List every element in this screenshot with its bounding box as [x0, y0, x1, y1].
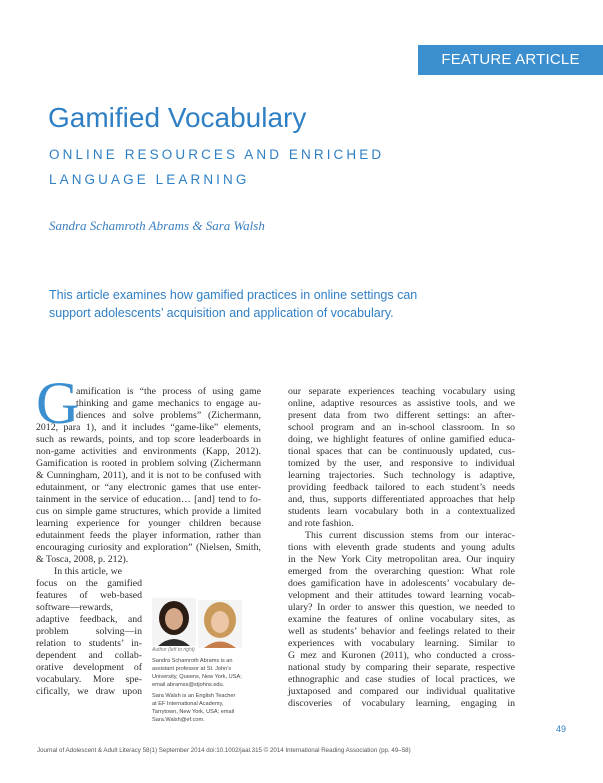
body-line: providing feedback tailored to each student’s needs: [288, 482, 515, 493]
body-line: adaptive feedback, and: [36, 614, 142, 625]
author-bio-line: email abramss@stjohns.edu.: [152, 682, 225, 688]
body-line: non-game activities and environments (Kapp, 2012).: [36, 446, 261, 457]
body-line: does gamification have in adolescents’ vocabulary de-: [288, 578, 515, 589]
body-line: learning trajectories. Such technology is adaptive,: [288, 470, 515, 481]
body-line: tions with eleventh grade students and young adults: [288, 542, 515, 553]
body-line: Gamification is rooted in problem solving (Zichermann: [36, 458, 261, 469]
body-line: in the New York City metropolitan area. Our inquiry: [288, 554, 515, 565]
authors-byline: Sandra Schamroth Abrams & Sara Walsh: [49, 218, 265, 233]
body-line: well as students’ behavior and feelings related to their: [288, 626, 515, 637]
body-line: learning experience for younger children because: [36, 518, 261, 529]
body-line: tainment in the service of education… [and] tend to fo-: [36, 494, 261, 505]
body-line: online, adaptive resources as assistive tools, and we: [288, 398, 515, 409]
body-line: discoveries of vocabulary learning, engaging in: [288, 698, 515, 709]
body-line: experiences with vocabulary learning. Similar to: [288, 638, 515, 649]
page-number: 49: [556, 724, 567, 734]
body-line: school program and an in-school classroom. In so: [288, 422, 515, 433]
author-bio-line: Sandra Schamroth Abrams is an: [152, 658, 233, 664]
body-line: and rote fashion.: [288, 518, 354, 529]
body-line: national study by comparing their separate, respective: [288, 662, 515, 673]
author-bio-line: Sara Walsh is an English Teacher: [152, 693, 236, 699]
journal-footer-citation: Journal of Adolescent & Adult Literacy 58(1) September 2014 doi:10.1002/jaal.315 © 2014 International Reading Association (pp. 49–58): [37, 747, 411, 754]
body-line: thinking and game mechanics to engage au-: [76, 398, 261, 409]
body-line: 2012, para 1), and it includes “game-like” elements,: [36, 422, 261, 433]
body-line: ethnographic and case studies of local practices, we: [288, 674, 515, 685]
body-line: amification is “the process of using game: [76, 386, 261, 397]
section-badge: FEATURE ARTICLE: [418, 45, 603, 75]
body-line: diences and solve problems” (Zichermann,: [76, 410, 261, 421]
body-line: In this article, we: [54, 566, 123, 577]
author-photo-abrams: [152, 598, 196, 646]
body-line: present data from two different settings: an after-: [288, 410, 515, 421]
drop-cap: G: [36, 370, 80, 436]
body-line: G mez and Kuronen (2011), who conducted a cross-: [288, 650, 515, 661]
author-bio-line: Tarrytown, New York, USA; email: [152, 709, 235, 715]
article-title: Gamified Vocabulary: [48, 102, 307, 133]
author-bio-line: assistant professor at St. John’s: [152, 666, 232, 672]
body-line: tomized by the user, and responsive to individual: [288, 458, 515, 469]
body-line: relation to students’ in-: [36, 638, 142, 649]
body-line: problem solving—in: [36, 626, 142, 637]
body-line: our separate experiences teaching vocabulary using: [288, 386, 515, 397]
body-line: emerged from the overarching question: What role: [288, 566, 515, 577]
body-line: orative development of: [36, 662, 142, 673]
body-line: such as rewards, points, and top score leaderboards in: [36, 434, 261, 445]
body-line: encouraging curiosity and exploration” (Nielsen, Smith,: [36, 542, 261, 553]
abstract-line-1: This article examines how gamified practices in online settings can: [49, 288, 418, 302]
body-line: vocabulary. More spe-: [36, 674, 142, 685]
photo-caption: Author (left to right): [152, 647, 195, 653]
body-line: tional spaces that can be continuously updated, cus-: [288, 446, 515, 457]
body-line: cus on simple game structures, which provide a limited: [36, 506, 261, 517]
body-line: and, thus, supports differentiated approaches that help: [288, 494, 515, 505]
author-bio-line: at EF International Academy,: [152, 701, 224, 707]
body-line: velopment and their attitudes toward learning vocab-: [288, 590, 515, 601]
body-line: & Cunningham, 2011), and it is not to be confused with: [36, 470, 261, 481]
body-line: dependent and collab-: [36, 650, 142, 661]
abstract-line-2: support adolescents’ acquisition and application of vocabulary.: [49, 306, 394, 320]
author-bio-line: University, Queens, New York, USA;: [152, 674, 242, 680]
body-line: & Tosca, 2008, p. 212).: [36, 554, 129, 565]
article-subtitle-line-2: LANGUAGE LEARNING: [49, 172, 250, 187]
body-line: examine the features of online vocabulary sites, as: [288, 614, 515, 625]
article-subtitle-line-1: ONLINE RESOURCES AND ENRICHED: [49, 147, 385, 162]
body-line: students learn vocabulary both in a contextualized: [288, 506, 515, 517]
body-line: software—rewards,: [36, 602, 113, 613]
body-line: This current discussion stems from our interac-: [305, 530, 515, 541]
body-line: edutainment, or “any electronic games that use enter-: [36, 482, 261, 493]
body-line: focus on the gamified: [36, 578, 142, 589]
body-line: edutainment feeds the player information, rather than: [36, 530, 261, 541]
body-line: features of web-based: [36, 590, 142, 601]
author-bio-line: Sara.Walsh@ef.com.: [152, 717, 205, 723]
body-line: ulary? In order to answer this question, we needed to: [288, 602, 515, 613]
body-line: cifically, we draw upon: [36, 686, 142, 697]
author-photo-walsh: [198, 600, 242, 648]
body-line: juxtaposed and compared our individual qualitative: [288, 686, 515, 697]
body-line: doing, we highlight features of online gamified educa-: [288, 434, 515, 445]
